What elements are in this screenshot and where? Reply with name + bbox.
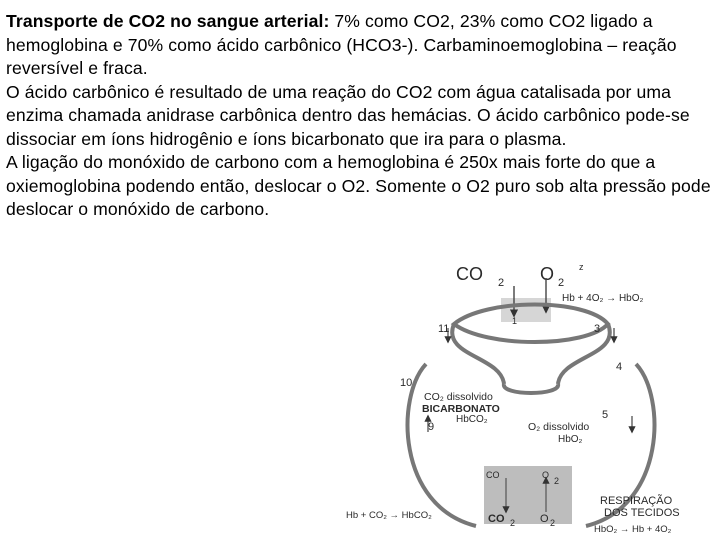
equation-top: Hb + 4O₂ → HbO₂ [562,293,644,304]
top-co-label: CO [456,264,483,284]
tissue-co2-bottom: CO [488,513,505,525]
paragraph-co2-transport [6,10,714,81]
label-5: 5 [602,409,609,421]
hbo2-label: HbO₂ [558,434,583,445]
tissue-co-top: CO [486,470,500,480]
circulation-diagram [336,256,720,540]
bicarbonate-label: BICARBONATO [422,403,500,415]
heading-co2-transport: Transporte de CO2 no sangue arterial: [6,11,330,31]
tissue-o-top: O [542,470,550,480]
o2-dissolved-label: O₂ dissolvido [528,421,590,433]
top-o-sub: 2 [558,277,565,289]
label-3: 3 [594,323,601,335]
paragraph-carbon-monoxide: A ligação do monóxido de carbono com a hemoglobina é 250x mais forte do que a oxiemoglobina podendo então, deslocar o O2. Somente o O2 puro sob alta pressão pode deslocar o monóxido de carbono. [6,152,711,219]
equation-bottom-left: Hb + CO₂ → HbCO₂ [346,510,432,521]
label-11: 11 [438,323,450,335]
top-co-sub: 2 [498,277,505,289]
circulation-diagram-svg [336,256,720,540]
lung-exchange-zone [501,298,551,322]
respiration-label-1: RESPIRAÇÃO [600,495,673,507]
paragraph-carbonic-acid: O ácido carbônico é resultado de uma reação do CO2 com água catalisada por uma enzima chamada anidrase carbônica dentro das hemácias. O ácido carbônico pode-se dissociar em íons hidrogênio e íons bicarbonato que ira para o plasma. [6,81,690,149]
tissue-o-top-sub: 2 [554,476,560,486]
paragraph-co2-transport-body: 7% como CO2, 23% como CO2 ligado a hemoglobina e 70% como ácido carbônico (HCO3-). Carbaminoemoglobina – reação reversível e fraca. [6,11,677,78]
respiration-label-2: DOS TECIDOS [604,507,680,519]
co2-dissolved-label: CO₂ dissolvido [424,391,493,403]
top-z-label: z [579,262,584,272]
tissue-o2-bottom-sub: 2 [550,518,556,528]
top-o-label: O [540,264,555,284]
label-9: 9 [428,421,435,433]
tissue-o2-bottom: O [540,513,549,525]
tissue-co2-bottom-sub: 2 [510,518,516,528]
equation-bottom-right: HbO₂ → Hb + 4O₂ [594,524,672,535]
label-10: 10 [400,377,413,389]
text-content [6,10,714,222]
hbco2-label: HbCO₂ [456,414,488,425]
label-4: 4 [616,361,623,373]
label-1: 1 [512,316,518,326]
